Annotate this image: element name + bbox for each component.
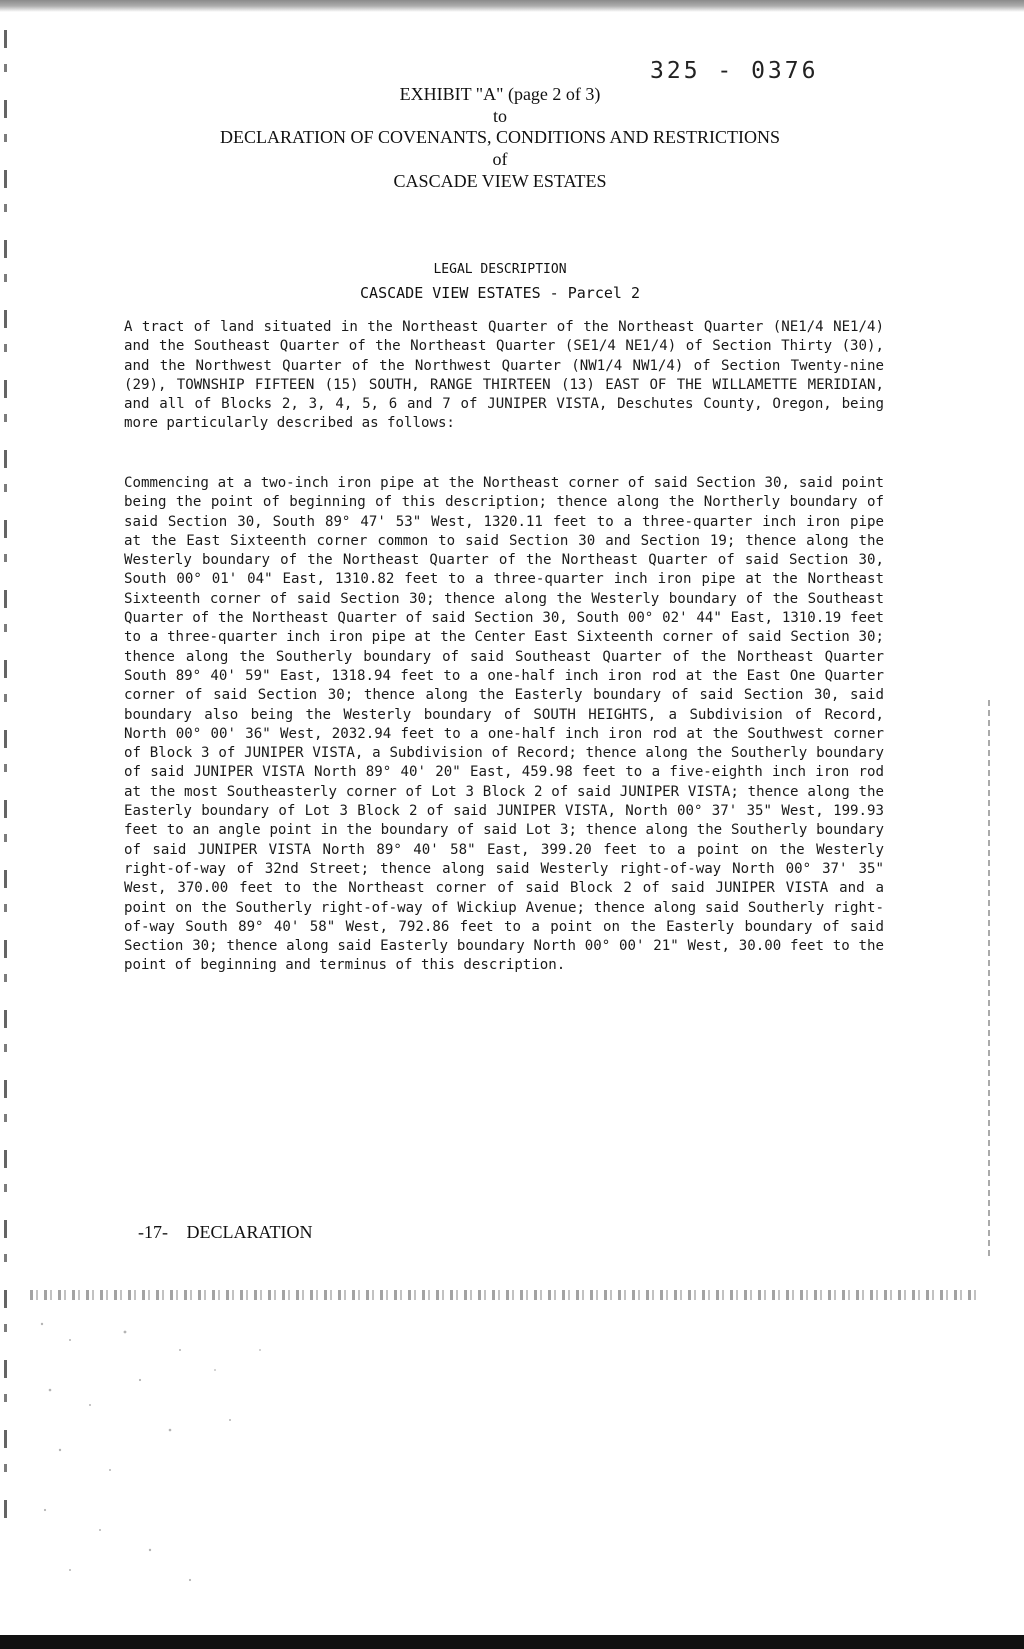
page-footer	[138, 1222, 313, 1243]
scan-edge-right	[988, 700, 990, 1260]
heading-of: of	[492, 149, 508, 169]
tract-paragraph: A tract of land situated in the Northeast Quarter of the Northeast Quarter (NE1/4 NE1/4) and the Southeast Quarter of the Northeast Quarter (SE1/4 NE1/4) of Section Thirty (30), and the Northwest Quarter of the Northwest Quarter (NW1/4 NW1/4) of Section Twenty-nine (29), TOWNSHIP FIFTEEN (15) SOUTH, RANGE THIRTEEN (13) EAST OF THE WILLAMETTE MERIDIAN, and all of Blocks 2, 3, 4, 5, 6 and 7 of JUNIPER VISTA, Deschutes County, Oregon, being more particularly described as follows:	[124, 319, 884, 432]
recording-stamp: 325 - 0376	[650, 58, 819, 84]
scan-edge-bottom	[0, 1635, 1024, 1649]
page-number: -17-	[138, 1222, 168, 1242]
scan-noise	[30, 1310, 330, 1610]
boundary-paragraph: Commencing at a two-inch iron pipe at the Northeast corner of said Section 30, said point being the point of beginning of this description; thence along the Northerly boundary of said Section 30, South 89° 47' 53" West, 1320.11 feet to a three-quarter inch iron pipe at the East Sixteenth corner common to said Section 30 and Section 19; thence along the Westerly boundary of the Northeast Quarter of the Northeast Quarter of said Section 30, South 00° 01' 04" East, 1310.82 feet to a three-quarter inch iron pipe at the Northeast Sixteenth corner of said Section 30; thence along the Westerly boundary of the Southeast Quarter of the Northeast Quarter of said Section 30, South 00° 02' 44" East, 1310.19 feet to a three-quarter inch iron pipe at the Center East Sixteenth corner of said Section 30; thence along the Southerly boundary of said Southeast Quarter of the Northeast Quarter South 89° 40' 59" East, 1318.94 feet to a one-half inch iron rod at the East One Quarter corner of said Section 30; thence along the Easterly boundary of said Section 30, said boundary also being the Westerly boundary of SOUTH HEIGHTS, a Subdivision of Record, North 00° 00' 36" West, 2032.94 feet to a one-half inch iron rod at the Southwest corner of Block 3 of JUNIPER VISTA, a Subdivision of Record; thence along the Southerly boundary of said JUNIPER VISTA North 89° 40' 20" East, 459.98 feet to a five-eighth inch iron rod at the most Southeasterly corner of Lot 3 Block 2 of said JUNIPER VISTA; thence along the Easterly boundary of Lot 3 Block 2 of said JUNIPER VISTA, North 00° 37' 35" West, 199.93 feet to an angle point in the boundary of said Lot 3; thence along the Southerly boundary of said JUNIPER VISTA North 89° 40' 58" East, 399.20 feet to a point on the Westerly right-of-way of 32nd Street; thence along said Westerly right-of-way North 00° 37' 35" West, 370.00 feet to the Northeast corner of said Block 2 of said JUNIPER VISTA and a point on the Southerly right-of-way of Wickiup Avenue; thence along said Southerly right-of-way South 89° 40' 58" West, 792.86 feet to a point on the Easterly boundary of said Section 30; thence along said Easterly boundary North 00° 00' 21" West, 30.00 feet to the point of beginning and terminus of this description.	[124, 475, 884, 974]
scan-edge-top	[0, 0, 1024, 12]
scan-artifact-band	[30, 1290, 980, 1300]
scan-edge-left	[4, 30, 7, 1530]
declaration-heading: DECLARATION OF COVENANTS, CONDITIONS AND RESTRICTIONS	[219, 127, 780, 147]
estate-heading: CASCADE VIEW ESTATES	[393, 171, 607, 191]
legal-description-title: LEGAL DESCRIPTION	[433, 262, 567, 277]
parcel-title: CASCADE VIEW ESTATES - Parcel 2	[360, 284, 640, 302]
heading-to: to	[492, 106, 507, 126]
exhibit-heading: EXHIBIT "A" (page 2 of 3)	[399, 84, 601, 104]
footer-label: DECLARATION	[186, 1222, 313, 1242]
